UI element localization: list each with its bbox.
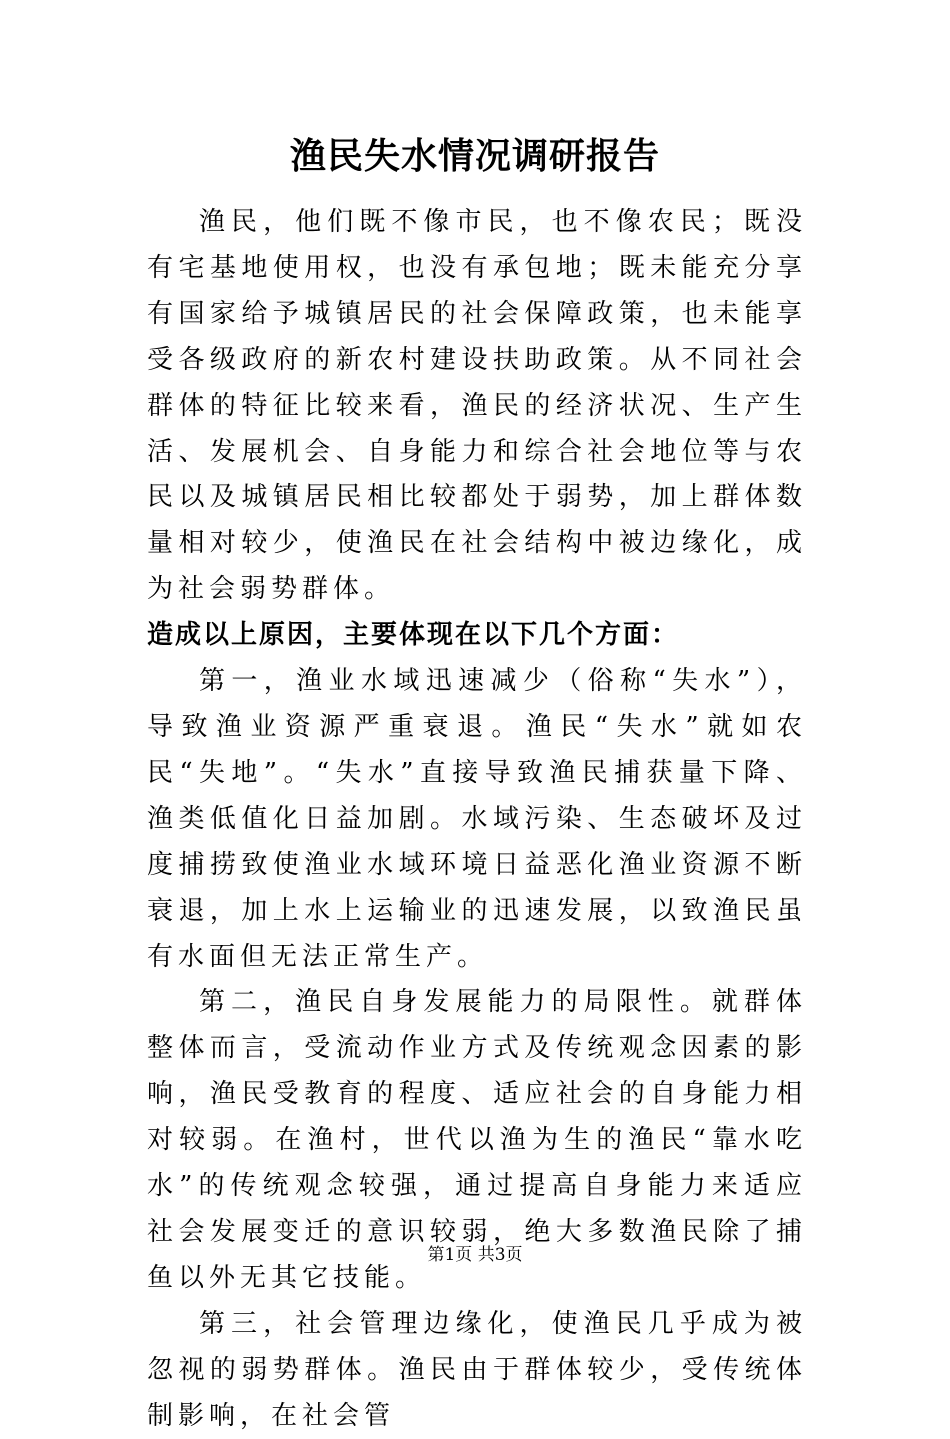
paragraph-point-2: 第二，渔民自身发展能力的局限性。就群体整体而言，受流动作业方式及传统观念因素的影响，渔民受教育的程度、适应社会的自身能力相对较弱。在渔村，世代以渔为生的渔民“靠水吃水”的传统观念较强，通过提高自身能力来适应社会发展变迁的意识较弱，绝大多数渔民除了捕鱼以外无其它技能。 <box>147 987 807 1293</box>
paragraph-intro: 渔民，他们既不像市民，也不像农民；既没有宅基地使用权，也没有承包地；既未能充分享有国家给予城镇居民的社会保障政策，也未能享受各级政府的新农村建设扶助政策。从不同社会群体的特征比较来看，渔民的经济状况、生产生活、发展机会、自身能力和综合社会地位等与农民以及城镇居民相比较都处于弱势，加上群体数量相对较少，使渔民在社会结构中被边缘化，成为社会弱势群体。 <box>147 207 807 605</box>
paragraph-point-1: 第一，渔业水域迅速减少（俗称“失水”），导致渔业资源严重衰退。渔民“失水”就如农民“失地”。“失水”直接导致渔民捕获量下降、渔类低值化日益加剧。水域污染、生态破坏及过度捕捞致使渔业水域环境日益恶化渔业资源不断衰退，加上水上运输业的迅速发展，以致渔民虽有水面但无法正常生产。 <box>147 666 807 972</box>
paragraph-point-3: 第三，社会管理边缘化，使渔民几乎成为被忽视的弱势群体。渔民由于群体较少，受传统体制影响，在社会管 <box>147 1308 807 1431</box>
section-heading: 造成以上原因，主要体现在以下几个方面： <box>147 620 680 651</box>
page-number-footer: 第1页 共3页 <box>427 1245 523 1265</box>
document-title: 渔民失水情况调研报告 <box>289 135 660 177</box>
